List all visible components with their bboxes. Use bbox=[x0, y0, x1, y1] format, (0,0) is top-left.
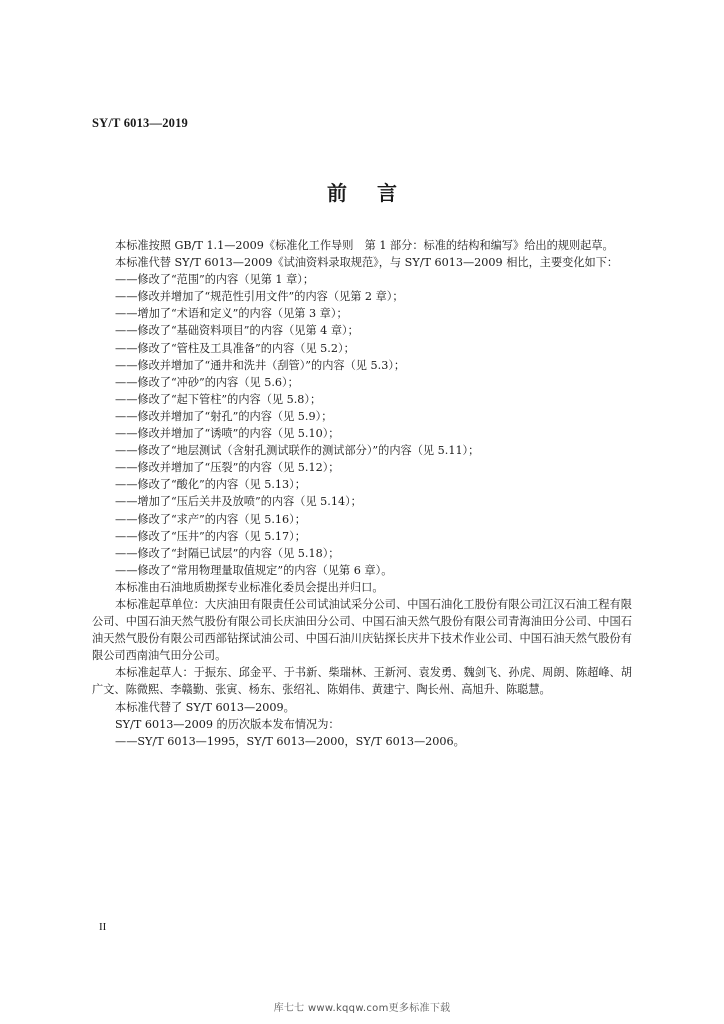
change-item: ——修改了“范围”的内容（见第 1 章）； bbox=[115, 273, 315, 287]
paragraph-replacement: 本标准代替 SY/T 6013—2009《试油资料录取规范》，与 SY/T 6013—2009 相比，主要变化如下： bbox=[115, 256, 619, 270]
change-item: ——修改并增加了“通井和洗井（刮管）”的内容（见 5.3）； bbox=[115, 358, 406, 372]
paragraph-drafters: 本标准起草人：于振东、邱金平、于书新、柴瑞林、王新河、袁发勇、魏剑飞、孙虎、周朗、陈超峰、胡广文、陈微熙、李赣勤、张寅、杨东、张绍礼、陈娟伟、黄建宁、陶长州、高旭升、陈聪慧。 bbox=[92, 666, 632, 697]
page-title: 前言 bbox=[327, 181, 427, 205]
change-item: ——修改并增加了“射孔”的内容（见 5.9）； bbox=[115, 409, 333, 423]
paragraph-history-versions: ——SY/T 6013—1995，SY/T 6013—2000，SY/T 6013—2006。 bbox=[115, 734, 465, 748]
change-item: ——修改了“压井”的内容（见 5.17）； bbox=[115, 529, 306, 543]
change-item: ——修改了“管柱及工具准备”的内容（见 5.2）； bbox=[115, 341, 355, 355]
change-item: ——修改并增加了“诱喷”的内容（见 5.10）； bbox=[115, 427, 340, 441]
changes-list bbox=[92, 271, 632, 579]
change-item: ——增加了“术语和定义”的内容（见第 3 章）； bbox=[115, 307, 348, 321]
paragraph-drafting-units: 本标准起草单位：大庆油田有限责任公司试油试采分公司、中国石油化工股份有限公司江汉石油工程有限公司、中国石油天然气股份有限公司长庆油田分公司、中国石油天然气股份有限公司青海油田分公司、中国石油天然气股份有限公司西部钻探试油公司、中国石油川庆钻探长庆井下技术作业公司、中国石油天然气股份有限公司西南油气田分公司。 bbox=[92, 597, 632, 663]
change-item: ——修改了“起下管柱”的内容（见 5.8）； bbox=[115, 392, 322, 406]
change-item: ——修改了“地层测试（含射孔测试联作的测试部分）”的内容（见 5.11）； bbox=[115, 444, 480, 458]
paragraph-history-intro: SY/T 6013—2009 的历次版本发布情况为： bbox=[115, 717, 340, 731]
paragraph-replaces: 本标准代替了 SY/T 6013—2009。 bbox=[115, 700, 295, 714]
change-item: ——修改了“冲砂”的内容（见 5.6）； bbox=[115, 375, 299, 389]
change-item: ——修改并增加了“压裂”的内容（见 5.12）； bbox=[115, 461, 340, 475]
paragraph-proposer: 本标准由石油地质勘探专业标准化委员会提出并归口。 bbox=[115, 580, 384, 594]
change-item: ——修改了“封隔已试层”的内容（见 5.18）； bbox=[115, 546, 340, 560]
standard-code: SY/T 6013—2019 bbox=[92, 116, 188, 130]
change-item: ——修改了“酸化”的内容（见 5.13）； bbox=[115, 478, 306, 492]
change-item: ——修改了“常用物理量取值规定”的内容（见第 6 章）。 bbox=[115, 563, 393, 577]
page-number: II bbox=[99, 921, 107, 933]
watermark-text: 库七七 www.kqqw.com更多标准下载 bbox=[273, 1003, 451, 1014]
change-item: ——修改并增加了“规范性引用文件”的内容（见第 2 章）； bbox=[115, 290, 404, 304]
change-item: ——修改了“求产”的内容（见 5.16）； bbox=[115, 512, 306, 526]
paragraph-drafting-rules: 本标准按照 GB/T 1.1—2009《标准化工作导则 第 1 部分：标准的结构和编写》给出的规则起草。 bbox=[115, 239, 614, 252]
change-item: ——修改了“基础资料项目”的内容（见第 4 章）； bbox=[115, 324, 359, 338]
change-item: ——增加了“压后关井及放喷”的内容（见 5.14）； bbox=[115, 495, 362, 509]
foreword-body bbox=[92, 237, 632, 750]
